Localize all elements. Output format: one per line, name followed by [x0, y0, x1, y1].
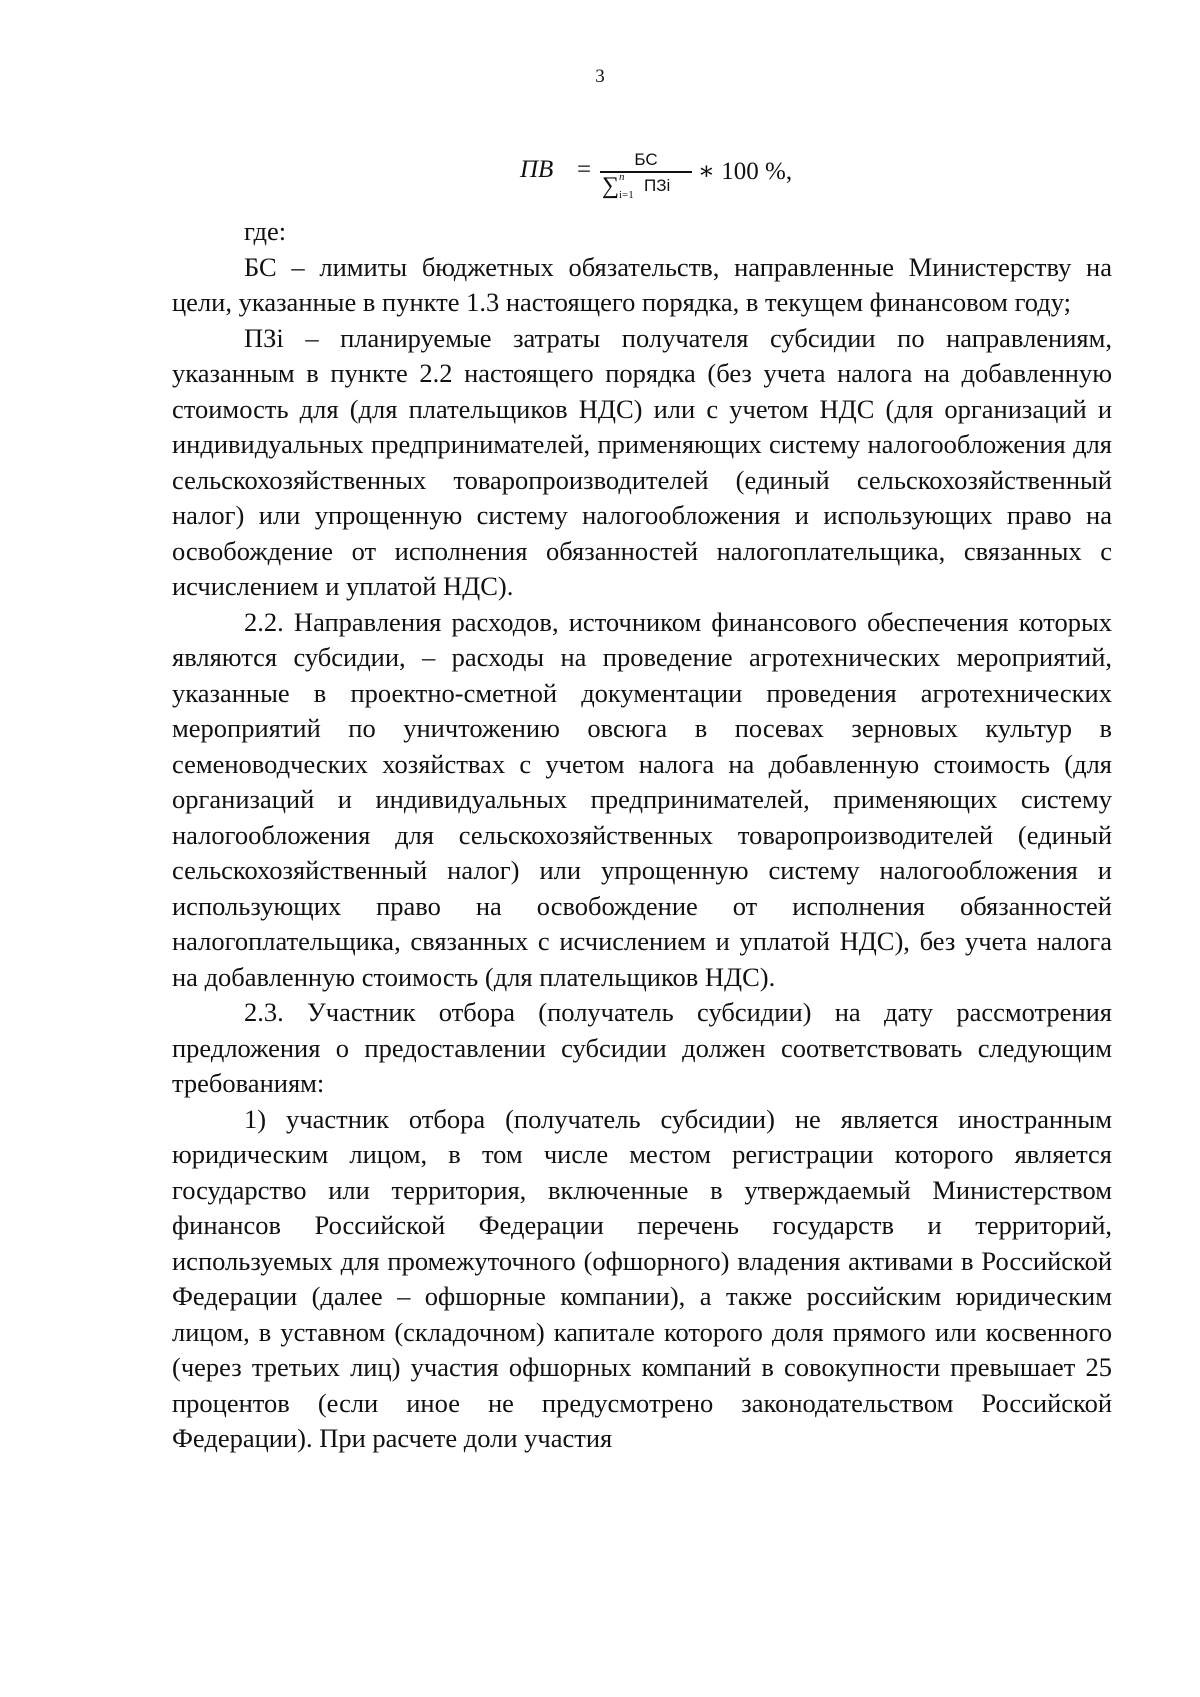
page-number: 3	[595, 66, 605, 87]
formula	[520, 150, 793, 220]
formula-rhs: ∗ 100 %,	[698, 158, 793, 185]
paragraph-2-3: 2.3. Участник отбора (получатель субсидии) на дату рассмотрения предложения о предоставлении субсидии должен соответствовать следующим требованиям:	[172, 997, 1112, 1098]
formula-fraction	[600, 150, 692, 203]
paragraph-where: где:	[244, 216, 287, 246]
sum-symbol: ∑	[602, 172, 620, 199]
denominator-term: ПЗi	[644, 175, 671, 195]
formula-denominator	[600, 170, 692, 203]
formula-numerator: БС	[634, 150, 658, 169]
formula-equals: =	[577, 156, 592, 183]
document-body	[172, 214, 1112, 1457]
formula-lhs: ПВ	[520, 156, 554, 183]
paragraph-bs-definition: БС – лимиты бюджетных обязательств, направленные Министерству на цели, указанные в пункте 1.3 настоящего порядка, в текущем финансовом году;	[172, 251, 1112, 317]
paragraph-requirement-1: 1) участник отбора (получатель субсидии) не является иностранным юридическим лицом, в том числе местом регистрации которого является государство или территория, включенные в утверждаемый Министерством финансов Российской Федерации перечень государств и территорий, используемых для промежуточного (офшорного) владения активами в Российской Федерации (далее – офшорные компании), а также российским юридическим лицом, в уставном (складочном) капитале которого доля прямого или косвенного (через третьих лиц) участия офшорных компаний в совокупности превышает 25 процентов (если иное не предусмотрено законодательством Российской Федерации). При расчете доли участия	[172, 1103, 1112, 1453]
paragraph-pzi-definition: ПЗi – планируемые затраты получателя субсидии по направлениям, указанным в пункте 2.2 настоящего порядка (без учета налога на добавленную стоимость для (для плательщиков НДС) или с учетом НДС (для организаций и индивидуальных предпринимателей, применяющих систему налогообложения для сельскохозяйственных товаропроизводителей (единый сельскохозяйственный налог) или упрощенную систему налогообложения и использующих право на освобождение от исполнения обязанностей налогоплательщика, связанных с исчислением и уплатой НДС).	[172, 322, 1112, 601]
sum-lower-limit: i=1	[619, 188, 634, 201]
sum-upper-limit: n	[619, 170, 625, 183]
paragraph-2-2: 2.2. Направления расходов, источником финансового обеспечения которых являются субсидии, – расходы на проведение агротехнических мероприятий, указанные в проектно-сметной документации проведения агротехнических мероприятий по уничтожению овсюга в посевах зерновых культур в семеноводческих хозяйствах с учетом налога на добавленную стоимость (для организаций и индивидуальных предпринимателей, применяющих систему налогообложения для сельскохозяйственных товаропроизводителей (единый сельскохозяйственный налог) или упрощенную систему налогообложения и использующих право на освобождение от исполнения обязанностей налогоплательщика, связанных с исчислением и уплатой НДС), без учета налога на добавленную стоимость (для плательщиков НДС).	[172, 606, 1112, 992]
